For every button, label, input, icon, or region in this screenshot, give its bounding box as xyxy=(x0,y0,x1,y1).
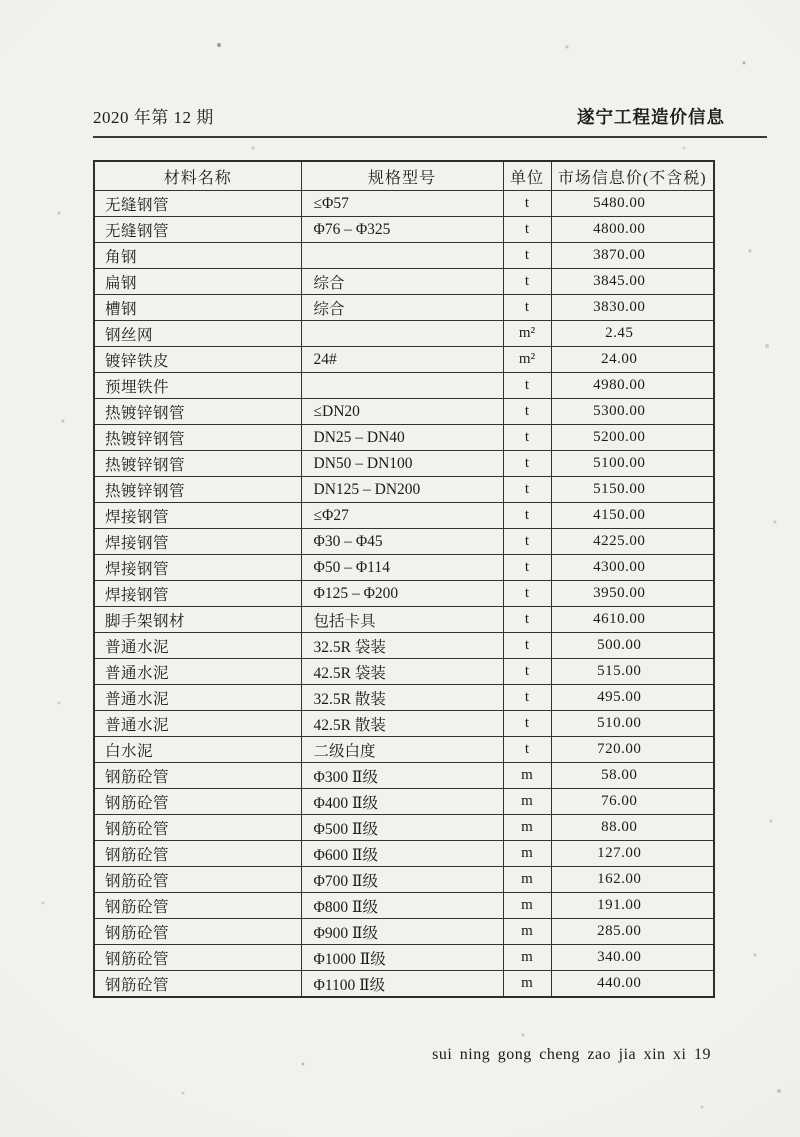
cell-spec: ≤Φ57 xyxy=(301,191,503,217)
table-row xyxy=(94,867,714,893)
cell-unit: t xyxy=(503,555,551,581)
cell-unit: t xyxy=(503,607,551,633)
cell-material-name: 钢筋砼管 xyxy=(94,893,301,919)
cell-spec: ≤Φ27 xyxy=(301,503,503,529)
cell-price: 5100.00 xyxy=(551,451,714,477)
page-header xyxy=(93,103,767,138)
cell-price: 24.00 xyxy=(551,347,714,373)
cell-price: 3845.00 xyxy=(551,269,714,295)
issue-label: 2020 年第 12 期 xyxy=(93,108,214,127)
table-row xyxy=(94,893,714,919)
cell-price: 515.00 xyxy=(551,659,714,685)
cell-material-name: 钢筋砼管 xyxy=(94,919,301,945)
cell-price: 285.00 xyxy=(551,919,714,945)
cell-unit: t xyxy=(503,503,551,529)
cell-material-name: 钢筋砼管 xyxy=(94,789,301,815)
table-row xyxy=(94,971,714,998)
table-row xyxy=(94,841,714,867)
cell-unit: t xyxy=(503,425,551,451)
header-cell-spec: 规格型号 xyxy=(301,161,503,191)
cell-spec: 综合 xyxy=(301,269,503,295)
table-row xyxy=(94,529,714,555)
cell-unit: m xyxy=(503,971,551,998)
cell-spec: Φ76 – Φ325 xyxy=(301,217,503,243)
cell-unit: t xyxy=(503,295,551,321)
cell-material-name: 脚手架钢材 xyxy=(94,607,301,633)
cell-material-name: 热镀锌钢管 xyxy=(94,451,301,477)
cell-spec: Φ125 – Φ200 xyxy=(301,581,503,607)
cell-price: 76.00 xyxy=(551,789,714,815)
table-row xyxy=(94,295,714,321)
table-row xyxy=(94,815,714,841)
cell-spec xyxy=(301,373,503,399)
cell-material-name: 热镀锌钢管 xyxy=(94,477,301,503)
cell-unit: t xyxy=(503,581,551,607)
cell-material-name: 钢丝网 xyxy=(94,321,301,347)
cell-spec: 24# xyxy=(301,347,503,373)
cell-material-name: 镀锌铁皮 xyxy=(94,347,301,373)
header-cell-material: 材料名称 xyxy=(94,161,301,191)
table-row xyxy=(94,633,714,659)
cell-price: 58.00 xyxy=(551,763,714,789)
cell-unit: t xyxy=(503,711,551,737)
cell-material-name: 钢筋砼管 xyxy=(94,815,301,841)
cell-unit: m xyxy=(503,867,551,893)
cell-price: 88.00 xyxy=(551,815,714,841)
cell-material-name: 焊接钢管 xyxy=(94,529,301,555)
cell-price: 340.00 xyxy=(551,945,714,971)
table-row xyxy=(94,451,714,477)
cell-unit: m xyxy=(503,919,551,945)
table-row xyxy=(94,685,714,711)
cell-spec xyxy=(301,321,503,347)
table-row xyxy=(94,711,714,737)
cell-material-name: 钢筋砼管 xyxy=(94,763,301,789)
cell-material-name: 普通水泥 xyxy=(94,685,301,711)
cell-spec: ≤DN20 xyxy=(301,399,503,425)
cell-spec: Φ30 – Φ45 xyxy=(301,529,503,555)
price-table xyxy=(93,160,715,998)
cell-unit: t xyxy=(503,243,551,269)
cell-unit: t xyxy=(503,737,551,763)
table-row xyxy=(94,659,714,685)
table-header-row xyxy=(94,161,714,191)
table-row xyxy=(94,191,714,217)
cell-spec: 二级白度 xyxy=(301,737,503,763)
cell-price: 127.00 xyxy=(551,841,714,867)
cell-unit: t xyxy=(503,685,551,711)
cell-price: 3830.00 xyxy=(551,295,714,321)
cell-unit: t xyxy=(503,399,551,425)
cell-price: 4980.00 xyxy=(551,373,714,399)
table-row xyxy=(94,503,714,529)
cell-price: 500.00 xyxy=(551,633,714,659)
cell-spec xyxy=(301,243,503,269)
cell-material-name: 白水泥 xyxy=(94,737,301,763)
cell-unit: t xyxy=(503,451,551,477)
cell-spec: DN125 – DN200 xyxy=(301,477,503,503)
cell-price: 5300.00 xyxy=(551,399,714,425)
cell-unit: m xyxy=(503,893,551,919)
cell-unit: t xyxy=(503,659,551,685)
cell-unit: t xyxy=(503,217,551,243)
cell-spec: DN25 – DN40 xyxy=(301,425,503,451)
table-body xyxy=(94,191,714,998)
cell-spec: Φ700 Ⅱ级 xyxy=(301,867,503,893)
cell-unit: m xyxy=(503,815,551,841)
table-row xyxy=(94,399,714,425)
cell-material-name: 焊接钢管 xyxy=(94,555,301,581)
scan-noise xyxy=(0,0,2,2)
cell-price: 5150.00 xyxy=(551,477,714,503)
cell-price: 5480.00 xyxy=(551,191,714,217)
table-row xyxy=(94,555,714,581)
cell-price: 495.00 xyxy=(551,685,714,711)
cell-material-name: 普通水泥 xyxy=(94,633,301,659)
cell-price: 5200.00 xyxy=(551,425,714,451)
cell-spec: Φ600 Ⅱ级 xyxy=(301,841,503,867)
cell-spec: Φ1000 Ⅱ级 xyxy=(301,945,503,971)
table-row xyxy=(94,945,714,971)
cell-price: 440.00 xyxy=(551,971,714,998)
cell-material-name: 槽钢 xyxy=(94,295,301,321)
cell-unit: m xyxy=(503,763,551,789)
cell-price: 4300.00 xyxy=(551,555,714,581)
cell-material-name: 钢筋砼管 xyxy=(94,841,301,867)
cell-price: 4800.00 xyxy=(551,217,714,243)
cell-material-name: 无缝钢管 xyxy=(94,217,301,243)
table-row xyxy=(94,269,714,295)
table-row xyxy=(94,347,714,373)
cell-unit: t xyxy=(503,269,551,295)
cell-spec: 32.5R 散装 xyxy=(301,685,503,711)
table-row xyxy=(94,737,714,763)
cell-material-name: 普通水泥 xyxy=(94,711,301,737)
cell-spec: Φ500 Ⅱ级 xyxy=(301,815,503,841)
cell-material-name: 钢筋砼管 xyxy=(94,867,301,893)
table-row xyxy=(94,217,714,243)
cell-spec: Φ50 – Φ114 xyxy=(301,555,503,581)
table-row xyxy=(94,425,714,451)
cell-unit: m xyxy=(503,789,551,815)
cell-spec: Φ900 Ⅱ级 xyxy=(301,919,503,945)
table-row xyxy=(94,763,714,789)
table-row xyxy=(94,789,714,815)
cell-material-name: 预埋铁件 xyxy=(94,373,301,399)
cell-spec: 包括卡具 xyxy=(301,607,503,633)
cell-material-name: 焊接钢管 xyxy=(94,581,301,607)
cell-unit: t xyxy=(503,191,551,217)
cell-spec: Φ400 Ⅱ级 xyxy=(301,789,503,815)
table-row xyxy=(94,373,714,399)
cell-unit: m xyxy=(503,841,551,867)
table-row xyxy=(94,321,714,347)
table-row xyxy=(94,243,714,269)
cell-material-name: 普通水泥 xyxy=(94,659,301,685)
cell-price: 4225.00 xyxy=(551,529,714,555)
cell-price: 191.00 xyxy=(551,893,714,919)
cell-spec: Φ300 Ⅱ级 xyxy=(301,763,503,789)
table-row xyxy=(94,581,714,607)
cell-unit: t xyxy=(503,373,551,399)
page-footer: sui ning gong cheng zao jia xin xi 19 xyxy=(432,1046,711,1063)
table-row xyxy=(94,919,714,945)
cell-price: 3950.00 xyxy=(551,581,714,607)
cell-unit: m xyxy=(503,945,551,971)
table-row xyxy=(94,477,714,503)
cell-price: 720.00 xyxy=(551,737,714,763)
table-row xyxy=(94,607,714,633)
cell-unit: t xyxy=(503,633,551,659)
cell-spec: 32.5R 袋装 xyxy=(301,633,503,659)
cell-unit: m² xyxy=(503,347,551,373)
cell-spec: Φ1100 Ⅱ级 xyxy=(301,971,503,998)
cell-material-name: 无缝钢管 xyxy=(94,191,301,217)
cell-price: 3870.00 xyxy=(551,243,714,269)
cell-price: 4610.00 xyxy=(551,607,714,633)
cell-material-name: 扁钢 xyxy=(94,269,301,295)
cell-material-name: 热镀锌钢管 xyxy=(94,399,301,425)
cell-spec: 综合 xyxy=(301,295,503,321)
cell-material-name: 热镀锌钢管 xyxy=(94,425,301,451)
cell-material-name: 钢筋砼管 xyxy=(94,971,301,998)
cell-spec: DN50 – DN100 xyxy=(301,451,503,477)
cell-material-name: 焊接钢管 xyxy=(94,503,301,529)
cell-spec: 42.5R 袋装 xyxy=(301,659,503,685)
cell-price: 162.00 xyxy=(551,867,714,893)
header-cell-price: 市场信息价(不含税) xyxy=(551,161,714,191)
cell-spec: 42.5R 散装 xyxy=(301,711,503,737)
cell-price: 510.00 xyxy=(551,711,714,737)
cell-unit: m² xyxy=(503,321,551,347)
cell-price: 4150.00 xyxy=(551,503,714,529)
header-cell-unit: 单位 xyxy=(503,161,551,191)
cell-price: 2.45 xyxy=(551,321,714,347)
cell-spec: Φ800 Ⅱ级 xyxy=(301,893,503,919)
journal-title: 遂宁工程造价信息 xyxy=(577,107,725,127)
cell-material-name: 角钢 xyxy=(94,243,301,269)
cell-unit: t xyxy=(503,477,551,503)
cell-unit: t xyxy=(503,529,551,555)
cell-material-name: 钢筋砼管 xyxy=(94,945,301,971)
